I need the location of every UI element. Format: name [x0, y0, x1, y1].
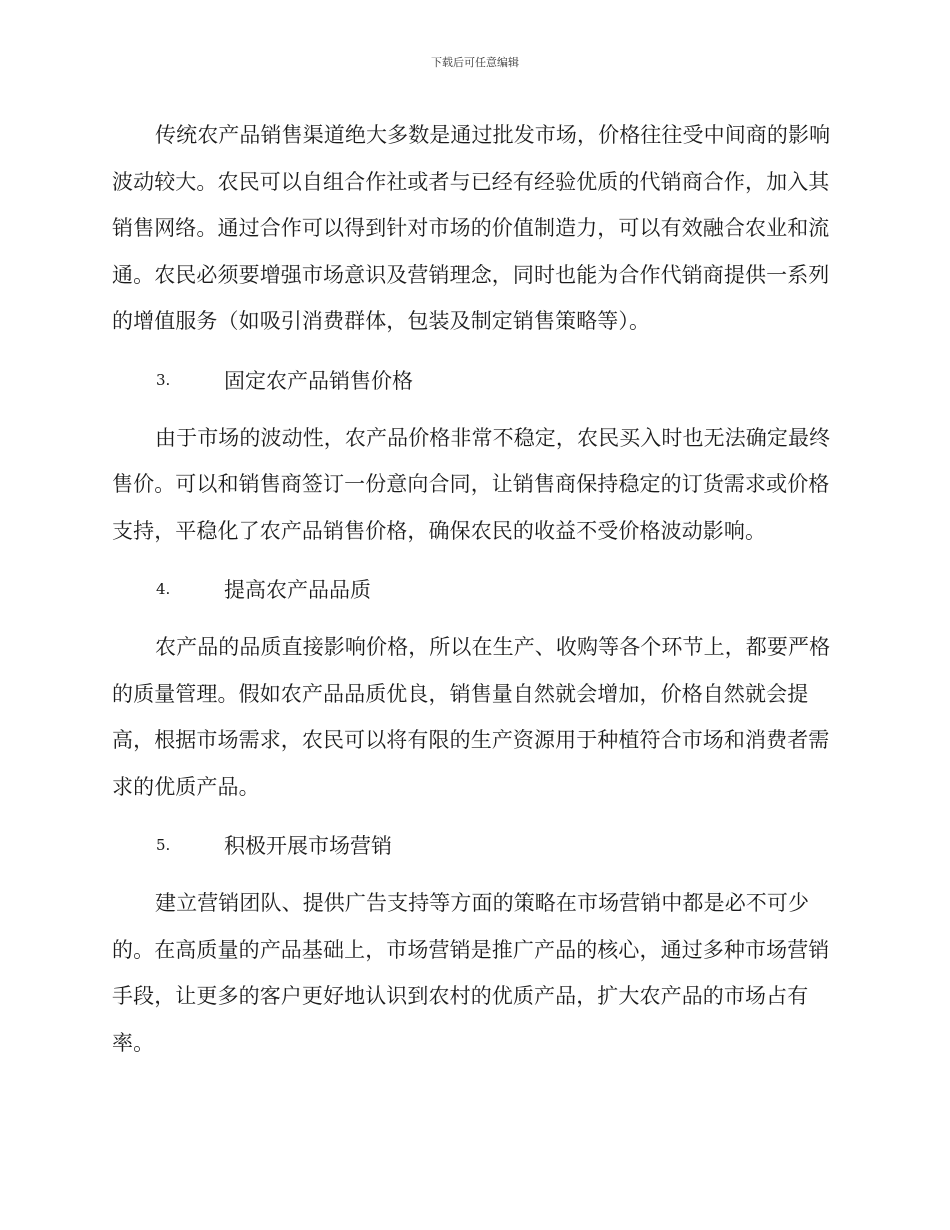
heading-3-number: 3.: [156, 370, 171, 389]
heading-5: [112, 822, 832, 868]
paragraph-quality: 农产品的品质直接影响价格，所以在生产、收购等各个环节上，都要严格的质量管理。假如农产品品质优良，销售量自然就会增加，价格自然就会提高，根据市场需求，农民可以将有限的生产资源用于种植符合市场和消费者需求的优质产品。: [112, 635, 831, 799]
header-note: 下载后可任意编辑: [431, 56, 519, 69]
heading-3-title: 固定农产品销售价格: [224, 368, 413, 393]
heading-4: [112, 566, 832, 612]
paragraph-marketing: 建立营销团队、提供广告支持等方面的策略在市场营销中都是必不可少的。在高质量的产品基础上，市场营销是推广产品的核心，通过多种市场营销手段，让更多的客户更好地认识到农村的优质产品，扩大农产品的市场占有率。: [112, 891, 830, 1055]
heading-4-title: 提高农产品品质: [224, 578, 371, 602]
heading-3: [112, 357, 832, 403]
paragraph-price: 由于市场的波动性，农产品价格非常不稳定，农民买入时也无法确定最终售价。可以和销售商签订一份意向合同，让销售商保持稳定的订货需求或价格支持，平稳化了农产品销售价格，确保农民的收益不受价格波动影响。: [112, 425, 831, 543]
heading-5-number: 5.: [156, 836, 171, 854]
heading-4-number: 4.: [156, 580, 171, 598]
paragraph-channels: 传统农产品销售渠道绝大多数是通过批发市场，价格往往受中间商的影响波动较大。农民可以自组合作社或者与已经有经验优质的代销商合作，加入其销售网络。通过合作可以得到针对市场的价值制造力，可以有效融合农业和流通。农民必须要增强市场意识及营销理念，同时也能为合作代销商提供一系列的增值服务（如吸引消费群体，包装及制定销售策略等）。: [112, 123, 831, 333]
heading-5-title: 积极开展市场营销: [224, 834, 392, 858]
document-body: [112, 112, 832, 1078]
